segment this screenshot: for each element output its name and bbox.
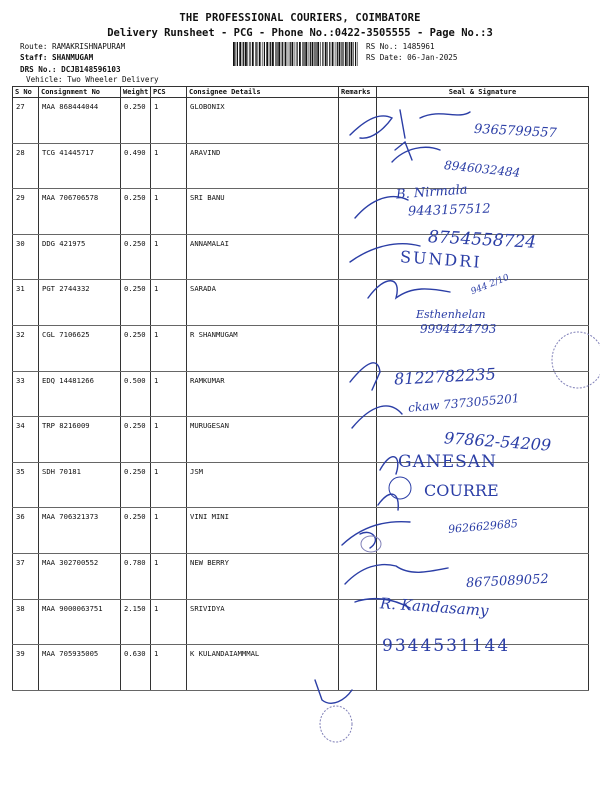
table-header-row — [13, 87, 589, 98]
cell-remarks — [339, 553, 377, 599]
barcode — [233, 42, 358, 66]
col-header-remarks: Remarks — [339, 87, 377, 98]
hw-note-36: COURRE — [424, 481, 499, 500]
cell-consignee: R SHANMUGAM — [187, 325, 339, 371]
cell-remarks — [339, 599, 377, 645]
cell-signature — [377, 143, 589, 189]
cell-consignment: MAA 302700552 — [39, 553, 121, 599]
hw-note-34: ckaw 7373055201 — [407, 391, 520, 415]
cell-consignee: GLOBONIX — [187, 98, 339, 144]
cell-sno: 29 — [13, 189, 39, 235]
table-row — [13, 417, 589, 463]
cell-pcs: 1 — [151, 508, 187, 554]
cell-signature — [377, 371, 589, 417]
cell-weight: 2.150 — [121, 599, 151, 645]
cell-weight: 0.250 — [121, 325, 151, 371]
cell-remarks — [339, 98, 377, 144]
cell-consignee: SARADA — [187, 280, 339, 326]
col-header-consignee: Consignee Details — [187, 87, 339, 98]
cell-signature — [377, 553, 589, 599]
hw-phone-28: 8946032484 — [443, 158, 521, 180]
table-row — [13, 280, 589, 326]
cell-consignment: MAA 705935005 — [39, 645, 121, 691]
cell-weight: 0.630 — [121, 645, 151, 691]
runsheet-subtitle: Delivery Runsheet - PCG - Phone No.:0422-3505555 - Page No.:3 — [107, 27, 493, 39]
table-row — [13, 553, 589, 599]
cell-consignee: RAMKUMAR — [187, 371, 339, 417]
cell-weight: 0.250 — [121, 280, 151, 326]
route-label: Route: RAMAKRISHNAPURAM — [20, 42, 126, 51]
cell-weight: 0.250 — [121, 98, 151, 144]
cell-signature — [377, 508, 589, 554]
cell-consignee: ANNAMALAI — [187, 234, 339, 280]
hw-phone-33: 8122782235 — [393, 364, 497, 389]
cell-remarks — [339, 371, 377, 417]
cell-consignee: NEW BERRY — [187, 553, 339, 599]
cell-sno: 35 — [13, 462, 39, 508]
cell-sno: 36 — [13, 508, 39, 554]
cell-sno: 39 — [13, 645, 39, 691]
cell-consignment: MAA 868444044 — [39, 98, 121, 144]
table-row — [13, 189, 589, 235]
cell-weight: 0.250 — [121, 189, 151, 235]
hw-phone-35: 97862-54209 — [443, 428, 552, 455]
cell-consignment: SDH 70181 — [39, 462, 121, 508]
cell-remarks — [339, 325, 377, 371]
cell-consignment: DDG 421975 — [39, 234, 121, 280]
cell-sno: 27 — [13, 98, 39, 144]
stamp-circle-bottom — [320, 706, 352, 742]
cell-remarks — [339, 462, 377, 508]
hw-note-31: 944 2/10 — [469, 272, 511, 298]
cell-consignee: JSM — [187, 462, 339, 508]
cell-consignee: SRI BANU — [187, 189, 339, 235]
cell-consignee: MURUGESAN — [187, 417, 339, 463]
table-row — [13, 325, 589, 371]
cell-consignee: VINI MINI — [187, 508, 339, 554]
hw-name-39: R. Kandasamy — [379, 594, 490, 620]
cell-pcs: 1 — [151, 189, 187, 235]
cell-consignment: EDQ 14481266 — [39, 371, 121, 417]
cell-remarks — [339, 645, 377, 691]
cell-weight: 0.250 — [121, 508, 151, 554]
hw-name-30: SUNDRI — [399, 247, 483, 272]
rs-date: RS Date: 06-Jan-2025 — [366, 53, 458, 62]
cell-consignee: K KULANDAIAMMMAL — [187, 645, 339, 691]
cell-signature — [377, 462, 589, 508]
cell-weight: 0.490 — [121, 143, 151, 189]
table-row — [13, 371, 589, 417]
cell-remarks — [339, 417, 377, 463]
cell-remarks — [339, 143, 377, 189]
cell-remarks — [339, 189, 377, 235]
cell-signature — [377, 234, 589, 280]
cell-sno: 31 — [13, 280, 39, 326]
table-row — [13, 234, 589, 280]
cell-weight: 0.780 — [121, 553, 151, 599]
cell-pcs: 1 — [151, 599, 187, 645]
table-row — [13, 143, 589, 189]
cell-remarks — [339, 280, 377, 326]
col-header-sno: S No — [13, 87, 39, 98]
cell-pcs: 1 — [151, 645, 187, 691]
cell-sno: 30 — [13, 234, 39, 280]
cell-consignment: TCG 41445717 — [39, 143, 121, 189]
cell-consignment: MAA 706321373 — [39, 508, 121, 554]
col-header-consignment: Consignment No — [39, 87, 121, 98]
hw-phone-32: 9994424793 — [420, 322, 497, 336]
col-header-signature: Seal & Signature — [377, 87, 589, 98]
col-header-pcs: PCS — [151, 87, 187, 98]
cell-weight: 0.250 — [121, 462, 151, 508]
staff-label: Staff: SHANMUGAM — [20, 53, 94, 62]
table-row — [13, 462, 589, 508]
cell-pcs: 1 — [151, 280, 187, 326]
cell-pcs: 1 — [151, 143, 187, 189]
cell-sno: 32 — [13, 325, 39, 371]
hw-phone-27: 9365799557 — [473, 121, 558, 142]
cell-weight: 0.250 — [121, 234, 151, 280]
cell-weight: 0.500 — [121, 371, 151, 417]
cell-consignment: MAA 706706578 — [39, 189, 121, 235]
cell-remarks — [339, 234, 377, 280]
cell-signature — [377, 325, 589, 371]
cell-sno: 28 — [13, 143, 39, 189]
table-row — [13, 645, 589, 691]
cell-sno: 38 — [13, 599, 39, 645]
cell-pcs: 1 — [151, 325, 187, 371]
runsheet-table — [12, 86, 589, 691]
cell-consignment: TRP 8216009 — [39, 417, 121, 463]
hw-name-32: Esthenhelan — [416, 308, 486, 321]
hw-phone-below: 9344531144 — [382, 636, 511, 656]
cell-sno: 33 — [13, 371, 39, 417]
cell-signature — [377, 645, 589, 691]
cell-signature — [377, 98, 589, 144]
cell-pcs: 1 — [151, 462, 187, 508]
table-row — [13, 508, 589, 554]
company-title: THE PROFESSIONAL COURIERS, COIMBATORE — [179, 12, 421, 24]
cell-weight: 0.250 — [121, 417, 151, 463]
cell-consignee: ARAVIND — [187, 143, 339, 189]
cell-pcs: 1 — [151, 417, 187, 463]
hw-phone-29: 9443157512 — [407, 201, 491, 220]
cell-remarks — [339, 508, 377, 554]
hw-phone-30: 8754558724 — [427, 227, 537, 253]
drs-number: DRS No.: DCJB148596103 — [20, 65, 121, 74]
cell-consignment: MAA 9000063751 — [39, 599, 121, 645]
vehicle-label: Vehicle: Two Wheeler Delivery — [26, 75, 159, 84]
hw-phone-37: 9626629685 — [447, 516, 519, 537]
cell-signature — [377, 417, 589, 463]
cell-consignment: CGL 7106625 — [39, 325, 121, 371]
cell-pcs: 1 — [151, 234, 187, 280]
hw-name-35: GANESAN — [398, 452, 497, 472]
table-row — [13, 98, 589, 144]
cell-consignment: PGT 2744332 — [39, 280, 121, 326]
rs-number: RS No.: 1485961 — [366, 42, 435, 51]
cell-consignee: SRIVIDYA — [187, 599, 339, 645]
cell-sno: 37 — [13, 553, 39, 599]
col-header-weight: Weight — [121, 87, 151, 98]
cell-pcs: 1 — [151, 98, 187, 144]
hw-name-29: B. Nirmala — [395, 182, 468, 203]
cell-sno: 34 — [13, 417, 39, 463]
cell-signature — [377, 280, 589, 326]
cell-pcs: 1 — [151, 371, 187, 417]
hw-phone-38: 8675089052 — [465, 571, 550, 592]
cell-signature — [377, 599, 589, 645]
cell-signature — [377, 189, 589, 235]
table-row — [13, 599, 589, 645]
cell-pcs: 1 — [151, 553, 187, 599]
